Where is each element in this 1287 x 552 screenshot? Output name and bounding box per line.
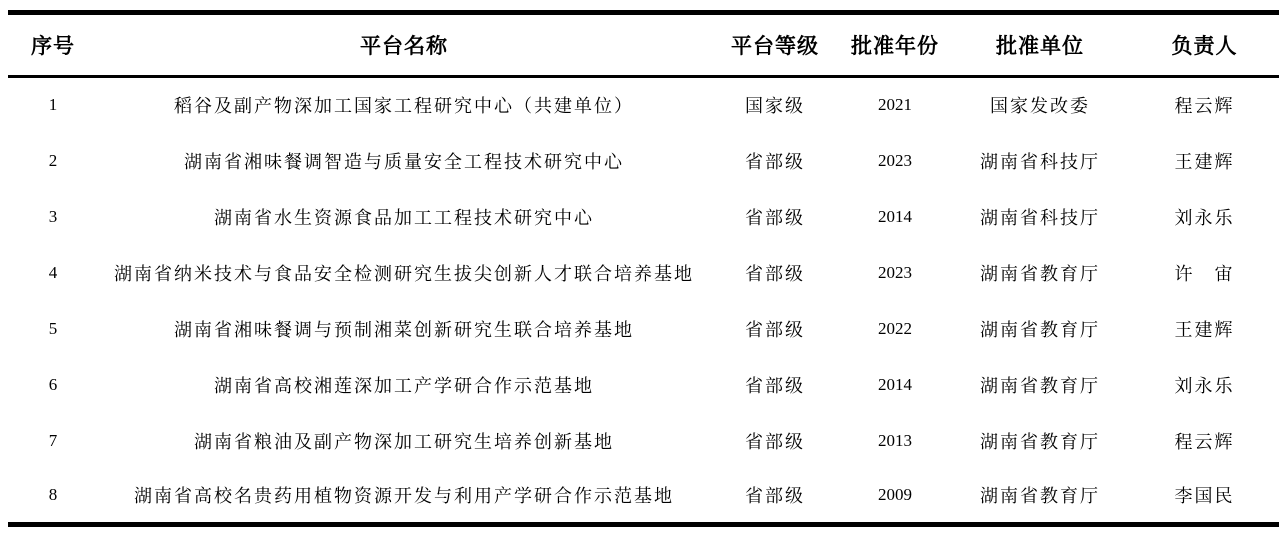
- cell-approval-authority: 湖南省科技厅: [980, 151, 1100, 172]
- header-platform-name: 平台名称: [360, 34, 448, 58]
- header-approval-authority: 批准单位: [996, 34, 1084, 58]
- cell-platform-name: 湖南省粮油及副产物深加工研究生培养创新基地: [194, 431, 614, 452]
- cell-approval-year: 2014: [878, 374, 912, 394]
- cell-seq: 5: [48, 318, 58, 338]
- cell-platform-level: 省部级: [745, 375, 805, 396]
- table-row: [8, 357, 1279, 413]
- cell-approval-authority: 湖南省教育厅: [980, 263, 1100, 284]
- cell-approval-authority: 国家发改委: [990, 96, 1090, 117]
- cell-platform-level: 国家级: [745, 96, 805, 117]
- cell-leader: 王建辉: [1174, 151, 1235, 172]
- table-row: [8, 413, 1279, 469]
- cell-platform-name: 湖南省高校湘莲深加工产学研合作示范基地: [214, 375, 594, 396]
- cell-platform-level: 省部级: [745, 151, 805, 172]
- cell-platform-level: 省部级: [745, 431, 805, 452]
- table-row: [8, 301, 1279, 357]
- cell-seq: 6: [48, 374, 58, 394]
- cell-seq: 4: [48, 262, 58, 282]
- cell-approval-authority: 湖南省教育厅: [980, 486, 1100, 507]
- cell-approval-year: 2021: [878, 95, 912, 115]
- cell-platform-name: 湖南省湘味餐调与预制湘菜创新研究生联合培养基地: [174, 319, 634, 340]
- cell-leader: 李国民: [1174, 486, 1235, 507]
- header-row: [8, 13, 1279, 77]
- cell-platform-name: 湖南省纳米技术与食品安全检测研究生拔尖创新人才联合培养基地: [114, 263, 694, 284]
- cell-seq: 2: [48, 150, 58, 170]
- table-row: [8, 245, 1279, 301]
- cell-platform-name: 湖南省湘味餐调智造与质量安全工程技术研究中心: [184, 151, 624, 172]
- cell-approval-year: 2009: [878, 485, 912, 505]
- cell-platform-name: 稻谷及副产物深加工国家工程研究中心（共建单位）: [174, 96, 634, 117]
- cell-platform-level: 省部级: [745, 486, 805, 507]
- cell-approval-year: 2023: [878, 262, 912, 282]
- cell-leader: 程云辉: [1174, 431, 1235, 452]
- table-row: [8, 133, 1279, 189]
- cell-leader: 王建辉: [1174, 319, 1235, 340]
- table-row: [8, 189, 1279, 245]
- cell-platform-name: 湖南省高校名贵药用植物资源开发与利用产学研合作示范基地: [134, 486, 674, 507]
- cell-platform-name: 湖南省水生资源食品加工工程技术研究中心: [214, 207, 594, 228]
- header-leader: 负责人: [1171, 34, 1238, 58]
- table-row: [8, 469, 1279, 525]
- cell-platform-level: 省部级: [745, 263, 805, 284]
- cell-approval-authority: 湖南省教育厅: [980, 431, 1100, 452]
- cell-approval-year: 2023: [878, 150, 912, 170]
- header-platform-level: 平台等级: [731, 34, 819, 58]
- cell-leader: 许 宙: [1174, 263, 1235, 284]
- cell-platform-level: 省部级: [745, 207, 805, 228]
- cell-approval-authority: 湖南省教育厅: [980, 319, 1100, 340]
- cell-seq: 7: [48, 430, 58, 450]
- cell-approval-authority: 湖南省科技厅: [980, 207, 1100, 228]
- cell-approval-year: 2014: [878, 206, 912, 226]
- cell-approval-year: 2022: [878, 318, 912, 338]
- table-row: [8, 77, 1279, 133]
- cell-leader: 刘永乐: [1174, 375, 1235, 396]
- header-approval-year: 批准年份: [851, 34, 939, 58]
- cell-seq: 1: [48, 95, 58, 115]
- cell-approval-authority: 湖南省教育厅: [980, 375, 1100, 396]
- cell-platform-level: 省部级: [745, 319, 805, 340]
- cell-leader: 程云辉: [1174, 96, 1235, 117]
- cell-approval-year: 2013: [878, 430, 912, 450]
- platform-table: [8, 10, 1279, 527]
- header-seq: 序号: [31, 34, 75, 58]
- cell-seq: 8: [48, 485, 58, 505]
- cell-seq: 3: [48, 206, 58, 226]
- cell-leader: 刘永乐: [1174, 207, 1235, 228]
